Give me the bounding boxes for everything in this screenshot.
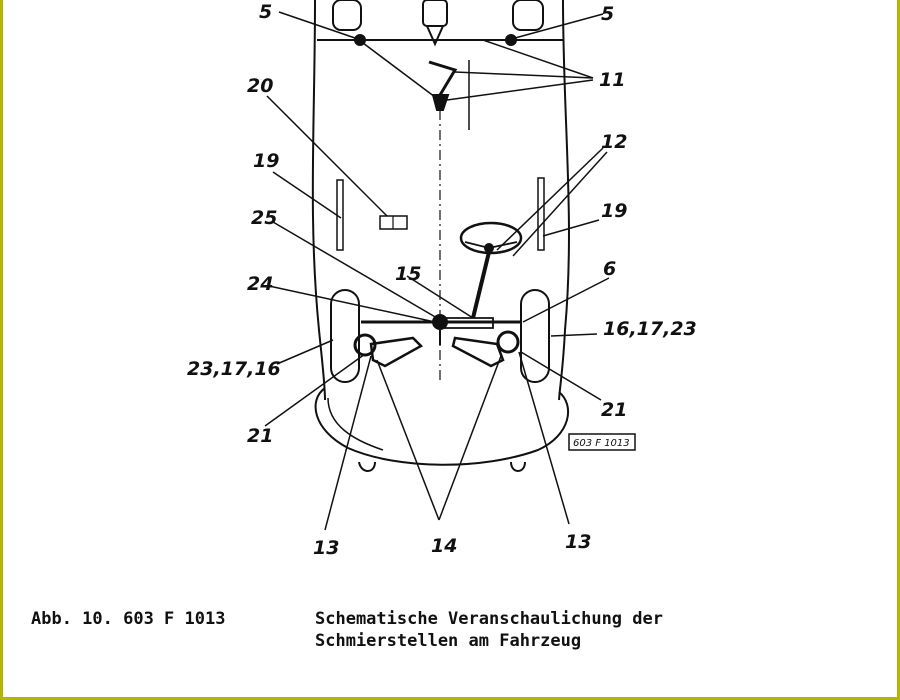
car-front-bumper-inner: [328, 398, 383, 450]
shift-lever: [429, 62, 455, 95]
label-14: 14: [431, 535, 458, 557]
label-25: 25: [251, 207, 278, 229]
front-wheel-right: [521, 290, 549, 382]
caption-line-2: Schmierstellen am Fahrzeug: [315, 631, 582, 651]
label-5-left: 5: [259, 1, 273, 23]
label-13-right: 13: [565, 531, 592, 553]
label-5-right: 5: [601, 3, 615, 25]
label-15: 15: [395, 263, 422, 285]
side-rail-right: [538, 178, 544, 250]
label-6: 6: [603, 258, 617, 280]
rear-center-taper: [427, 26, 443, 44]
rear-center-unit: [423, 0, 447, 26]
label-21-left: 21: [247, 425, 274, 447]
label-19-right: 19: [601, 200, 628, 222]
spring-right: [453, 338, 503, 366]
caption-line-1: Schematische Veranschaulichung der: [315, 609, 663, 629]
label-24: 24: [247, 273, 274, 295]
rear-shock-left: [333, 0, 361, 30]
label-23-17-16: 23,17,16: [187, 358, 281, 380]
drawing-number: 603 F 1013: [573, 438, 630, 449]
steering-column: [473, 252, 489, 318]
label-21-right: 21: [601, 399, 628, 421]
label-19-left: 19: [253, 150, 280, 172]
car-front-bumper: [316, 388, 569, 465]
lubrication-points-diagram: [3, 0, 900, 700]
label-11: 11: [599, 69, 626, 91]
label-13-left: 13: [313, 537, 340, 559]
label-16-17-23: 16,17,23: [603, 318, 697, 340]
label-12: 12: [601, 131, 628, 153]
rear-shock-right: [513, 0, 543, 30]
figure-number: Abb. 10. 603 F 1013: [31, 609, 226, 629]
label-20: 20: [247, 75, 274, 97]
